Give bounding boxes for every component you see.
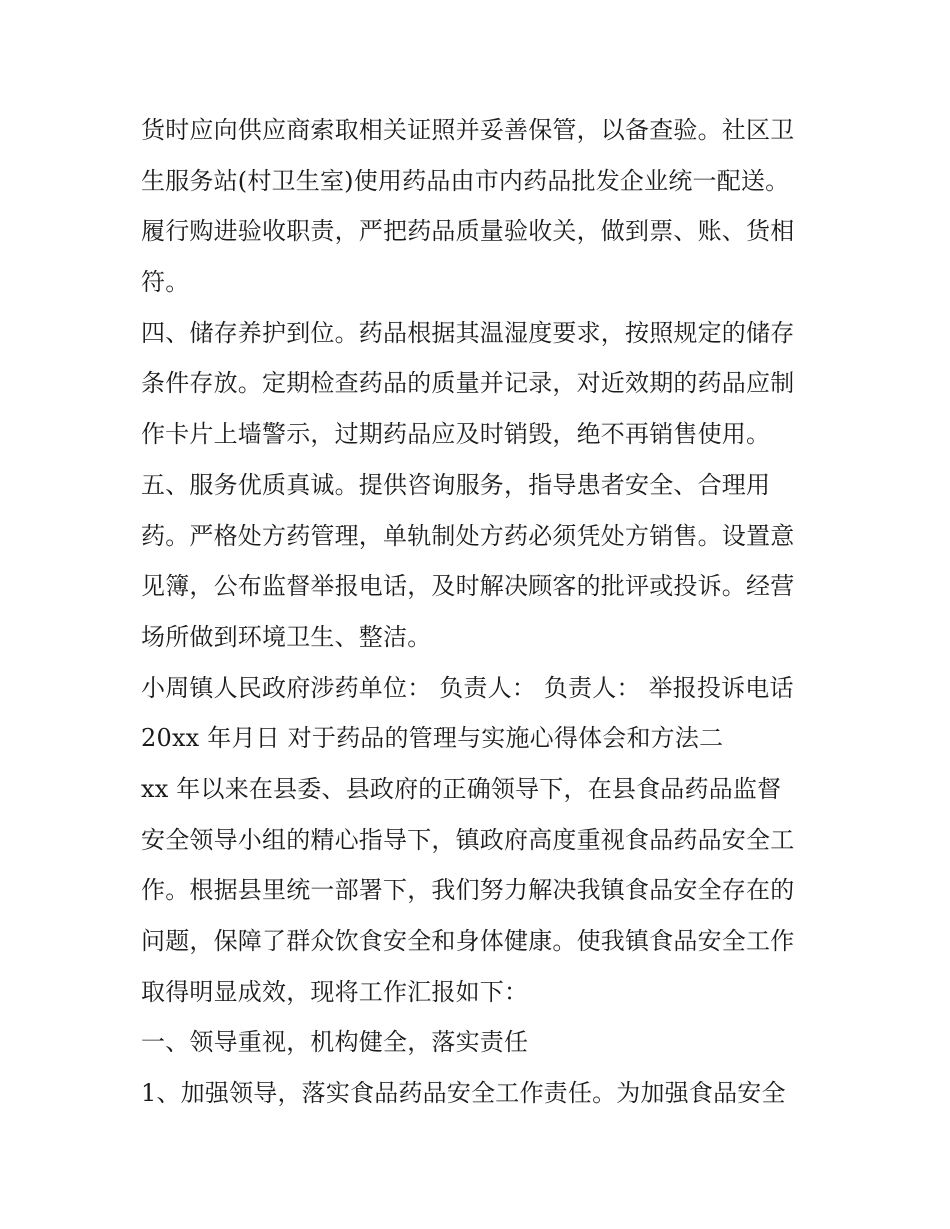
text-line: 作卡片上墙警示，过期药品应及时销毁，绝不再销售使用。 <box>141 420 771 449</box>
section-heading-five: 五、服务优质真诚。提供咨询服务，指导患者安全、合理用 <box>141 470 771 499</box>
text-line: 条件存放。定期检查药品的质量并记录，对近效期的药品应制 <box>141 369 795 398</box>
text-line: 1、加强领导，落实食品药品安全工作责任。为加强食品安全 <box>141 1079 786 1108</box>
signature-line: 小周镇人民政府涉药单位： 负责人： 负责人： 举报投诉电话 <box>141 673 794 702</box>
document-body <box>141 105 821 1119</box>
text-line: 场所做到环境卫生、整洁。 <box>141 622 432 651</box>
text-line: 安全领导小组的精心指导下，镇政府高度重视食品药品安全工 <box>141 825 795 854</box>
text-line: 药。严格处方药管理，单轨制处方药必须凭处方销售。设置意 <box>141 521 795 550</box>
text-line: 生服务站(村卫生室)使用药品由市内药品批发企业统一配送。 <box>141 166 790 195</box>
text-line: 取得明显成效，现将工作汇报如下： <box>141 977 529 1006</box>
text-line: 履行购进验收职责，严把药品质量验收关，做到票、账、货相 <box>141 217 795 246</box>
date-title-line: 20xx 年月日 对于药品的管理与实施心得体会和方法二 <box>141 724 724 753</box>
text-line: 符。 <box>141 268 190 297</box>
text-line: 见簿，公布监督举报电话，及时解决顾客的批评或投诉。经营 <box>141 572 795 601</box>
text-line: 货时应向供应商索取相关证照并妥善保管，以备查验。社区卫 <box>141 116 795 144</box>
text-line: 问题，保障了群众饮食安全和身体健康。使我镇食品安全工作 <box>141 927 795 955</box>
text-line: xx 年以来在县委、县政府的正确领导下，在县食品药品监督 <box>141 774 782 803</box>
section-heading-four: 四、储存养护到位。药品根据其温湿度要求，按照规定的储存 <box>141 318 795 347</box>
text-line: 作。根据县里统一部署下，我们努力解决我镇食品安全存在的 <box>141 876 795 905</box>
section-heading-one: 一、领导重视，机构健全，落实责任 <box>141 1028 529 1057</box>
